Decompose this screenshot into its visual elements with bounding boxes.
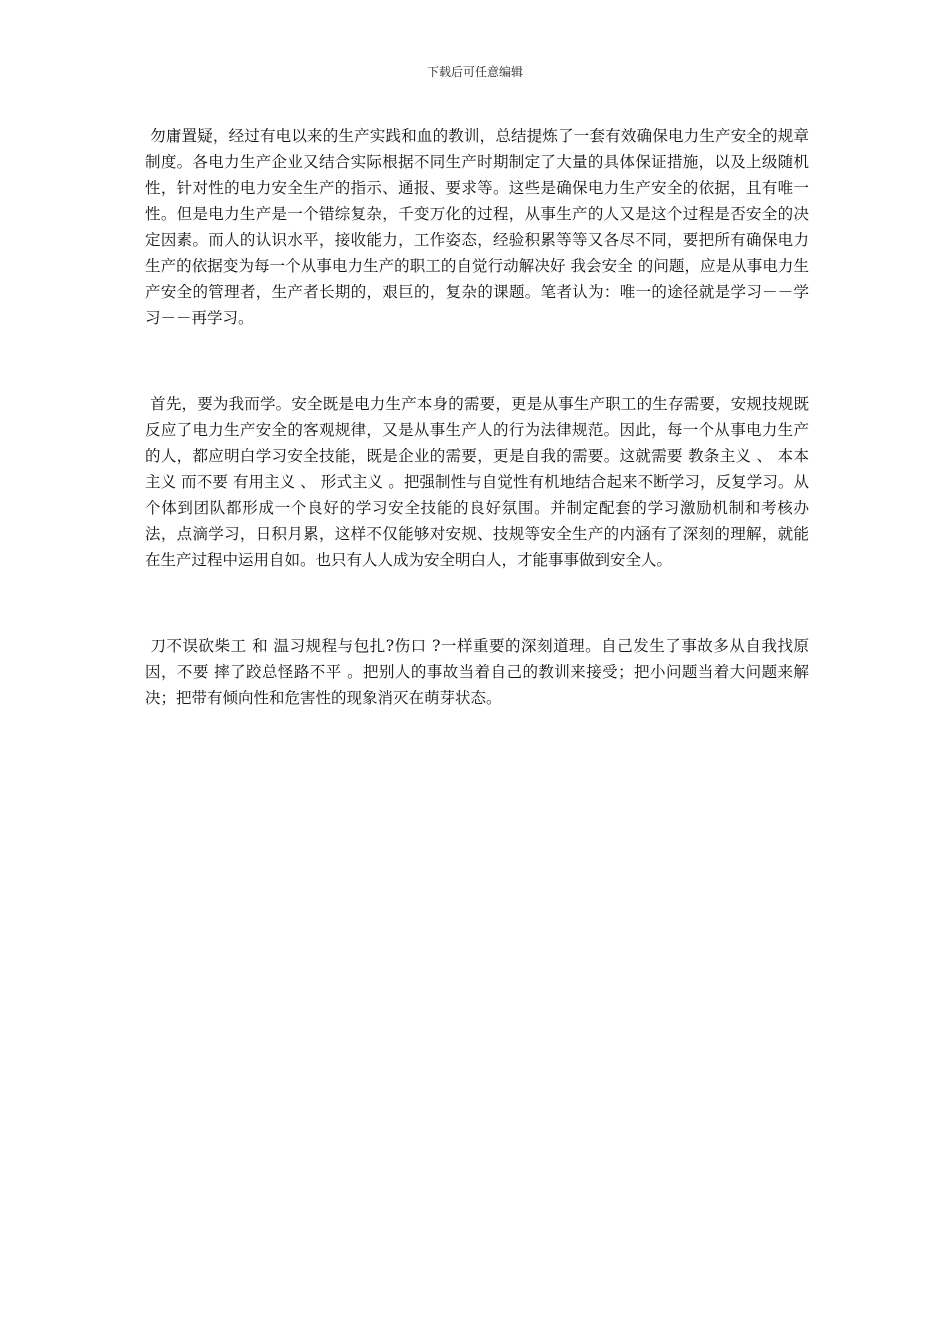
page-header-note: 下载后可任意编辑	[426, 65, 523, 79]
document-body	[145, 123, 809, 771]
paragraph-2: 首先，要为我而学。安全既是电力生产本身的需要，更是从事生产职工的生存需要，安规技规既反应了电力生产安全的客观规律，又是从事生产人的行为法律规范。因此，每一个从事电力生产的人，都应明白学习安全技能，既是企业的需要，更是自我的需要。这就需要 教条主义 、 本本主义 而不要 有用主义 、 形式主义 。把强制性与自觉性有机地结合起来不断学习，反复学习。从个体到团队都形成一个良好的学习安全技能的良好氛围。并制定配套的学习激励机制和考核办法，点滴学习，日积月累，这样不仅能够对安规、技规等安全生产的内涵有了深刻的理解，就能在生产过程中运用自如。也只有人人成为安全明白人，才能事事做到安全人。	[145, 395, 809, 569]
paragraph-1: 勿庸置疑，经过有电以来的生产实践和血的教训，总结提炼了一套有效确保电力生产安全的规章制度。各电力生产企业又结合实际根据不同生产时期制定了大量的具体保证措施，以及上级随机性，针对性的电力安全生产的指示、通报、要求等。这些是确保电力生产安全的依据，且有唯一性。但是电力生产是一个错综复杂，千变万化的过程，从事生产的人又是这个过程是否安全的决定因素。而人的认识水平，接收能力，工作姿态，经验积累等等又各尽不同，要把所有确保电力生产的依据变为每一个从事电力生产的职工的自觉行动解决好 我会安全 的问题，应是从事电力生产安全的管理者，生产者长期的，艰巨的，复杂的课题。笔者认为：唯一的途径就是学习－－学习－－再学习。	[145, 127, 809, 327]
paragraph-3: 刀不误砍柴工 和 温习规程与包扎?伤口 ?一样重要的深刻道理。自己发生了事故多从自我找原因，不要 摔了跤总怪路不平 。把别人的事故当着自己的教训来接受；把小问题当着大问题来解决；把带有倾向性和危害性的现象消灭在萌芽状态。	[145, 637, 810, 707]
